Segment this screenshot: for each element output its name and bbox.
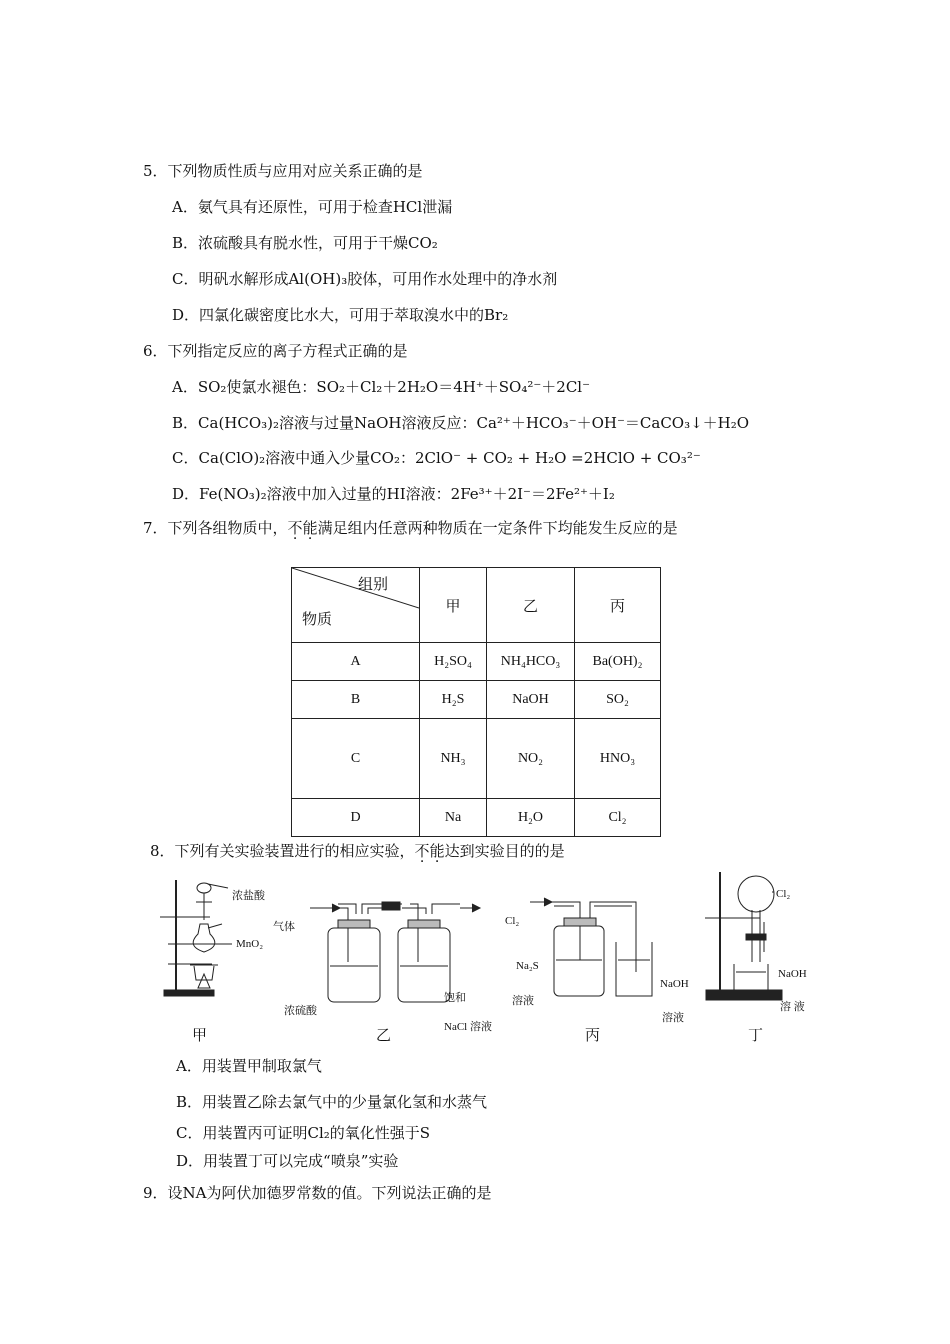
table-row: [292, 719, 661, 799]
label-mno2: MnO₂: [236, 938, 264, 950]
apparatus-ding: [705, 872, 782, 1000]
q8-option-c: C．用装置丙可证明Cl₂的氧化性强于S: [176, 1124, 431, 1142]
row-label: C: [292, 719, 420, 799]
table-cell: H₂O: [487, 799, 575, 837]
table-row: [292, 643, 661, 681]
corner-bottom-label: 物质: [302, 612, 333, 628]
q8-stem: [150, 841, 565, 861]
q5-option-b: B．浓硫酸具有脱水性，可用于干燥CO₂: [172, 234, 438, 252]
table-cell: H₂SO₄: [420, 643, 487, 681]
row-label: A: [292, 643, 420, 681]
caption-bing: 丙: [585, 1026, 601, 1044]
label-solution-bing: 溶液: [512, 995, 534, 1007]
q5-stem: 5．下列物质性质与应用对应关系正确的是: [143, 162, 423, 180]
label-cl2-ding: Cl₂: [776, 888, 791, 900]
table-cell: HNO₃: [575, 719, 661, 799]
q7-stem-pre: 7．下列各组物质中，: [143, 519, 288, 537]
label-saturated: 饱和: [444, 992, 466, 1004]
table-header-yi: 乙: [487, 568, 575, 643]
apparatus-yi: [310, 902, 480, 1002]
label-naoh-ding: NaOH: [778, 968, 807, 980]
apparatus-bing: [530, 898, 652, 996]
q7-table: [291, 567, 661, 837]
row-label: B: [292, 681, 420, 719]
apparatus-jia: [160, 880, 232, 996]
table-cell: NH₃: [420, 719, 487, 799]
label-gas: 气体: [273, 921, 295, 933]
q6-option-d: D．Fe(NO₃)₂溶液中加入过量的HI溶液：2Fe³⁺＋2I⁻＝2Fe²⁺＋I₂: [172, 485, 615, 503]
q8-stem-post: 达到实验目的的是: [444, 842, 565, 860]
table-cell: NaOH: [487, 681, 575, 719]
table-cell: Na: [420, 799, 487, 837]
label-conc-hcl: 浓盐酸: [232, 890, 265, 902]
q8-option-a: A．用装置甲制取氯气: [176, 1057, 322, 1075]
q6-option-a: A．SO₂使氯水褪色：SO₂＋Cl₂＋2H₂O＝4H⁺＋SO₄²⁻＋2Cl⁻: [172, 378, 591, 396]
q8-emph-2: 能: [429, 842, 445, 860]
q6-option-b: B．Ca(HCO₃)₂溶液与过量NaOH溶液反应：Ca²⁺＋HCO₃⁻＋OH⁻＝CaCO₃↓＋H₂O: [172, 414, 750, 432]
q9-stem: 9．设NA为阿伏加德罗常数的值。下列说法正确的是: [143, 1184, 492, 1202]
label-solution-ding: 溶 液: [780, 1001, 805, 1013]
q7-stem-post: 满足组内任意两种物质在一定条件下均能发生反应的是: [317, 519, 678, 537]
caption-jia: 甲: [192, 1026, 208, 1044]
table-cell: NH₄HCO₃: [487, 643, 575, 681]
label-nacl-solution: NaCl 溶液: [444, 1021, 492, 1033]
table-cell: H₂S: [420, 681, 487, 719]
q8-option-d: D．用装置丁可以完成“喷泉”实验: [176, 1152, 399, 1170]
q5-option-d: D．四氯化碳密度比水大，可用于萃取溴水中的Br₂: [172, 306, 509, 324]
corner-diagonal: [292, 568, 419, 643]
table-cell: SO₂: [575, 681, 661, 719]
q6-option-c: C．Ca(ClO)₂溶液中通入少量CO₂：2ClO⁻ + CO₂ + H₂O =2HClO + CO₃²⁻: [172, 449, 701, 467]
label-cl2-bing: Cl₂: [505, 915, 520, 927]
label-na2s: Na₂S: [516, 960, 539, 972]
corner-top-label: 组别: [358, 577, 389, 593]
label-conc-h2so4: 浓硫酸: [284, 1005, 317, 1017]
table-cell: NO₂: [487, 719, 575, 799]
q7-emph-1: 不: [287, 519, 303, 537]
q8-option-b: B．用装置乙除去氯气中的少量氯化氢和水蒸气: [176, 1093, 488, 1111]
table-cell: Ba(OH)₂: [575, 643, 661, 681]
label-naoh-bing: NaOH: [660, 978, 689, 990]
table-row: [292, 799, 661, 837]
q7-emph-2: 能: [302, 519, 318, 537]
table-row: [292, 681, 661, 719]
q8-stem-pre: 8．下列有关实验装置进行的相应实验，: [150, 842, 415, 860]
table-header-bing: 丙: [575, 568, 661, 643]
q8-emph-1: 不: [414, 842, 430, 860]
table-corner-cell: [292, 568, 420, 643]
caption-yi: 乙: [376, 1026, 392, 1044]
table-cell: Cl₂: [575, 799, 661, 837]
caption-ding: 丁: [748, 1026, 764, 1044]
label-solution-bing-2: 溶液: [662, 1012, 684, 1024]
q7-stem: [143, 518, 678, 538]
table-header-jia: 甲: [420, 568, 487, 643]
q5-option-a: A．氨气具有还原性，可用于检查HCl泄漏: [172, 198, 453, 216]
q5-option-c: C．明矾水解形成Al(OH)₃胶体，可用作水处理中的净水剂: [172, 270, 558, 288]
row-label: D: [292, 799, 420, 837]
q6-stem: 6．下列指定反应的离子方程式正确的是: [143, 342, 408, 360]
